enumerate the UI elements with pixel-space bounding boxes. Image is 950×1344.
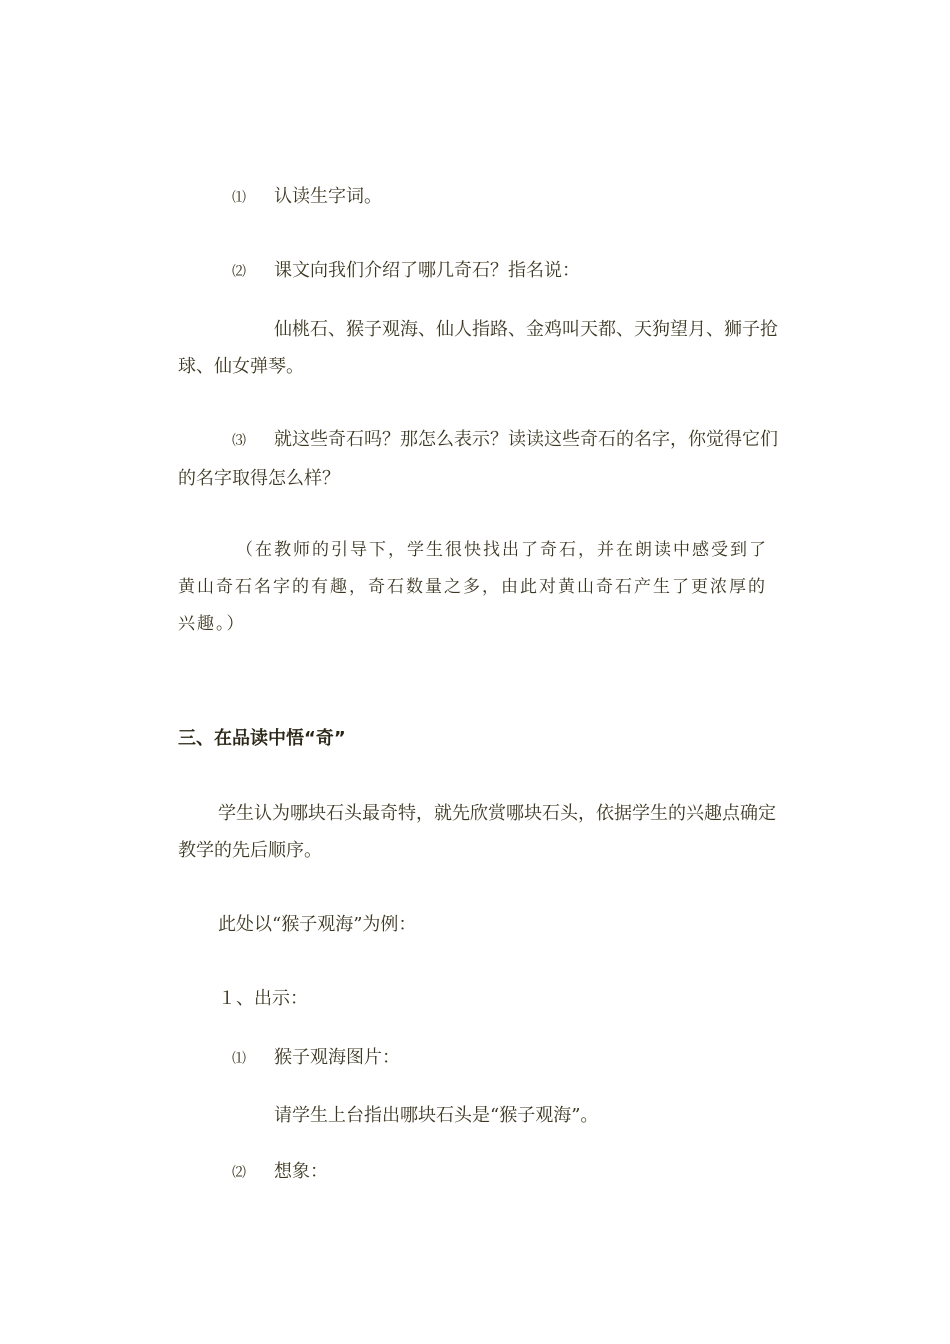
item-1 [232,178,832,217]
teacher-note: （在教师的引导下，学生很快找出了奇石，并在朗读中感受到了黄山奇石名字的有趣，奇石数量之多，由此对黄山奇石产生了更浓厚的兴趣。） [178,540,768,634]
item-number: ⑵ [232,264,246,280]
item-number: ⑴ [232,190,246,206]
stone-list-paragraph: 仙桃石、猴子观海、仙人指路、金鸡叫天都、天狗望月、狮子抢球、仙女弹琴。 [178,319,778,377]
sub-item-1-detail: 请学生上台指出哪块石头是“猴子观海”。 [274,1105,599,1126]
item-text: 想象： [274,1161,328,1182]
item-text: 课文向我们介绍了哪几奇石？指名说： [274,260,580,281]
sub-item-1 [232,1039,832,1078]
example-line: 此处以“猴子观海”为例： [218,914,417,935]
item-2 [232,252,832,291]
item-text: 就这些奇石吗？那怎么表示？读读这些奇石的名字，你觉得它们的名字取得怎么样？ [178,429,778,489]
sub-item-2 [232,1153,832,1192]
item-text: 认读生字词。 [274,186,382,207]
item-number: ⑵ [232,1165,246,1181]
item-text: 猴子观海图片： [274,1047,400,1068]
step-1: １、出示： [218,988,308,1009]
section-heading: 三、在品读中悟“奇” [178,728,346,749]
item-number: ⑴ [232,1051,246,1067]
item-3 [178,421,778,497]
section-intro: 学生认为哪块石头最奇特，就先欣赏哪块石头，依据学生的兴趣点确定教学的先后顺序。 [178,803,776,861]
item-number: ⑶ [232,433,246,449]
